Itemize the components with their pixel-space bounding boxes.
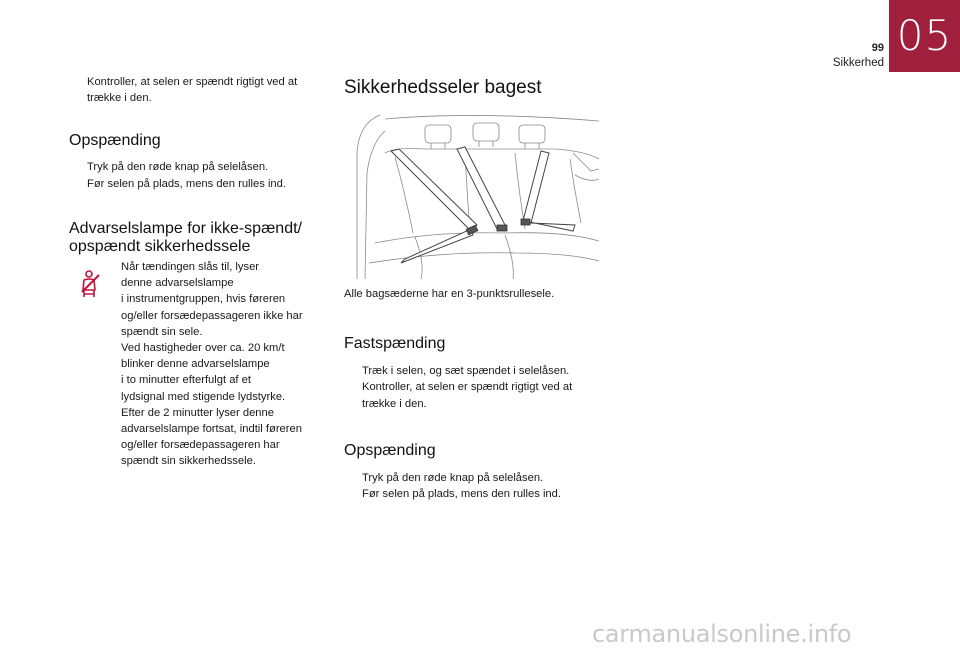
warning-line: i instrumentgruppen, hvis føreren: [121, 293, 286, 306]
rear-seatbelt-illustration: [355, 113, 600, 279]
right-content: [344, 286, 606, 502]
bullet-text: Tryk på den røde knap på selelåsen.: [87, 161, 269, 174]
page-number: 99: [871, 42, 884, 54]
bullet-item: [344, 363, 606, 379]
warning-description: [121, 259, 326, 470]
bullet-text: Kontroller, at selen er spændt rigtigt ved at trække i den.: [87, 76, 298, 105]
bullet-item: [344, 470, 606, 486]
warning-line: Når tændingen slås til, lyser: [121, 261, 260, 273]
warning-line: og/eller forsædepassageren ikke har: [121, 309, 303, 322]
page-section-title: Sikkerhedsseler bagest: [344, 77, 542, 98]
warning-line: blinker denne advarselslampe: [121, 358, 270, 371]
bullet-item: [69, 159, 331, 175]
warning-line: og/eller forsædepassageren har: [121, 439, 280, 452]
bullet-item: [69, 176, 331, 192]
warning-line: i to minutter efterfulgt af et: [121, 374, 251, 387]
right-column: [344, 74, 606, 99]
warning-line: Ved hastigheder over ca. 20 km/t: [121, 342, 285, 355]
left-column: [69, 74, 331, 256]
warning-line: advarselslampe fortsat, indtil føreren: [121, 423, 302, 436]
illustration-caption: Alle bagsæderne har en 3-punktsrullesele.: [344, 288, 555, 300]
section-title-opspaending: Opspænding: [69, 132, 161, 150]
warning-line: denne advarselslampe: [121, 277, 234, 290]
bullet-text: Før selen på plads, mens den rulles ind.: [362, 488, 561, 501]
bullet-text: Før selen på plads, mens den rulles ind.: [87, 177, 286, 190]
bullet-item: [344, 379, 606, 411]
section-title-opspaending-rear: Opspænding: [344, 441, 436, 459]
section-title-advarselslampe: Advarselslampe for ikke-spændt/ opspændt sikkerhedssele: [69, 219, 302, 255]
bullet-item: [344, 486, 606, 502]
watermark: carmanualsonline.info: [592, 620, 852, 648]
warning-line: Efter de 2 minutter lyser denne: [121, 406, 274, 419]
chapter-name: Sikkerhed: [832, 57, 884, 69]
warning-line: spændt sin sikkerhedssele.: [121, 455, 256, 468]
chapter-number-badge: 05: [889, 0, 960, 72]
bullet-text: Kontroller, at selen er spændt rigtigt ved at trække i den.: [362, 381, 573, 410]
bullet-text: Træk i selen, og sæt spændet i selelåsen.: [362, 365, 570, 378]
section-title-fastspaending: Fastspænding: [344, 335, 446, 353]
seatbelt-warning-icon: [80, 270, 104, 300]
warning-line: lydsignal med stigende lydstyrke.: [121, 390, 286, 403]
intro-bullet: [69, 74, 331, 106]
warning-line: spændt sin sele.: [121, 325, 203, 338]
bullet-text: Tryk på den røde knap på selelåsen.: [362, 471, 544, 484]
